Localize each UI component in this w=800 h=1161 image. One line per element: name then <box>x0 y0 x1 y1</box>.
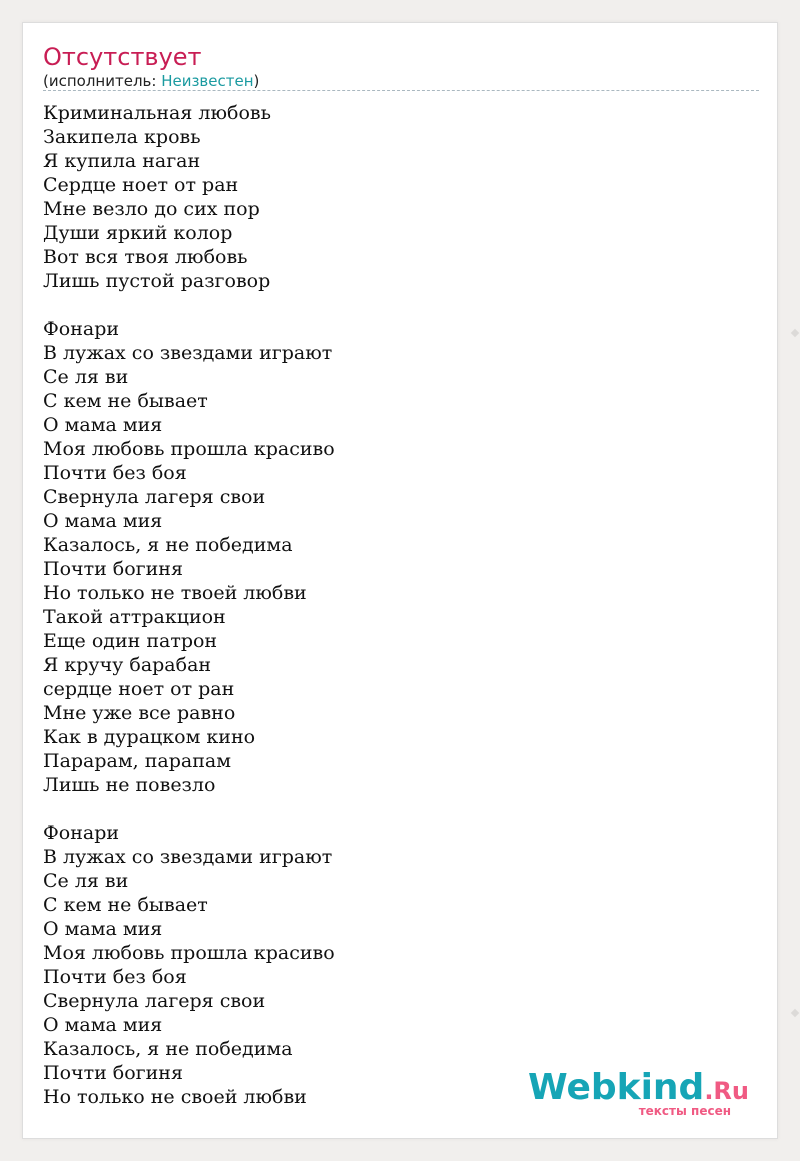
song-title: Отсутствует <box>43 43 202 71</box>
lyric-line: Криминальная любовь <box>43 102 271 124</box>
logo-tld: .Ru <box>704 1077 749 1105</box>
lyric-line: Мне уже все равно <box>43 702 236 724</box>
lyric-line: Почти богиня <box>43 1062 183 1084</box>
lyric-line: Почти богиня <box>43 558 183 580</box>
edge-decoration <box>791 329 799 337</box>
logo-tagline: тексты песен <box>638 1104 731 1118</box>
lyric-line: Я кручу барабан <box>43 654 212 676</box>
lyric-line: О мама мия <box>43 414 163 436</box>
lyrics-card <box>22 22 778 1139</box>
lyric-line: С кем не бывает <box>43 894 208 916</box>
site-logo[interactable] <box>528 1067 749 1118</box>
lyric-line: О мама мия <box>43 510 163 532</box>
lyric-line: С кем не бывает <box>43 390 208 412</box>
artist-link[interactable]: Неизвестен <box>161 72 254 90</box>
lyric-line: Я купила наган <box>43 150 201 172</box>
lyric-line: сердце ноет от ран <box>43 678 235 700</box>
artist-suffix: ) <box>253 72 260 90</box>
lyric-line: Фонари <box>43 318 120 340</box>
lyric-line: В лужах со звездами играют <box>43 342 333 364</box>
lyric-line: Лишь не повезло <box>43 774 216 796</box>
artist-prefix: (исполнитель: <box>43 72 162 90</box>
stanza-break <box>43 797 335 821</box>
lyrics-text <box>43 101 335 1109</box>
lyric-line: Свернула лагеря свои <box>43 486 266 508</box>
lyric-line: Почти без боя <box>43 966 187 988</box>
lyric-line: Но только не твоей любви <box>43 582 307 604</box>
lyric-line: Сердце ноет от ран <box>43 174 239 196</box>
lyric-line: Такой аттракцион <box>43 606 226 628</box>
lyric-line: Свернула лагеря свои <box>43 990 266 1012</box>
lyric-line: Моя любовь прошла красиво <box>43 942 335 964</box>
lyric-line: Казалось, я не победима <box>43 1038 293 1060</box>
lyric-line: Еще один патрон <box>43 630 218 652</box>
lyric-line: Мне везло до сих пор <box>43 198 260 220</box>
lyric-line: В лужах со звездами играют <box>43 846 333 868</box>
stanza-break <box>43 293 335 317</box>
lyric-line: Казалось, я не победима <box>43 534 293 556</box>
lyric-line: Души яркий колор <box>43 222 233 244</box>
lyric-line: Но только не своей любви <box>43 1086 307 1108</box>
lyric-line: Фонари <box>43 822 120 844</box>
lyric-line: Как в дурацком кино <box>43 726 256 748</box>
lyric-line: Почти без боя <box>43 462 187 484</box>
lyric-line: Парарам, парапам <box>43 750 231 772</box>
lyric-line: Вот вся твоя любовь <box>43 246 248 268</box>
lyric-line: Закипела кровь <box>43 126 201 148</box>
lyric-line: Се ля ви <box>43 366 129 388</box>
artist-line <box>43 71 259 91</box>
edge-decoration <box>791 1009 799 1017</box>
lyric-line: О мама мия <box>43 918 163 940</box>
lyric-line: Се ля ви <box>43 870 129 892</box>
lyric-line: Моя любовь прошла красиво <box>43 438 335 460</box>
header-divider <box>43 90 759 91</box>
logo-name: Webkind <box>528 1067 705 1108</box>
lyric-line: Лишь пустой разговор <box>43 270 271 292</box>
lyric-line: О мама мия <box>43 1014 163 1036</box>
